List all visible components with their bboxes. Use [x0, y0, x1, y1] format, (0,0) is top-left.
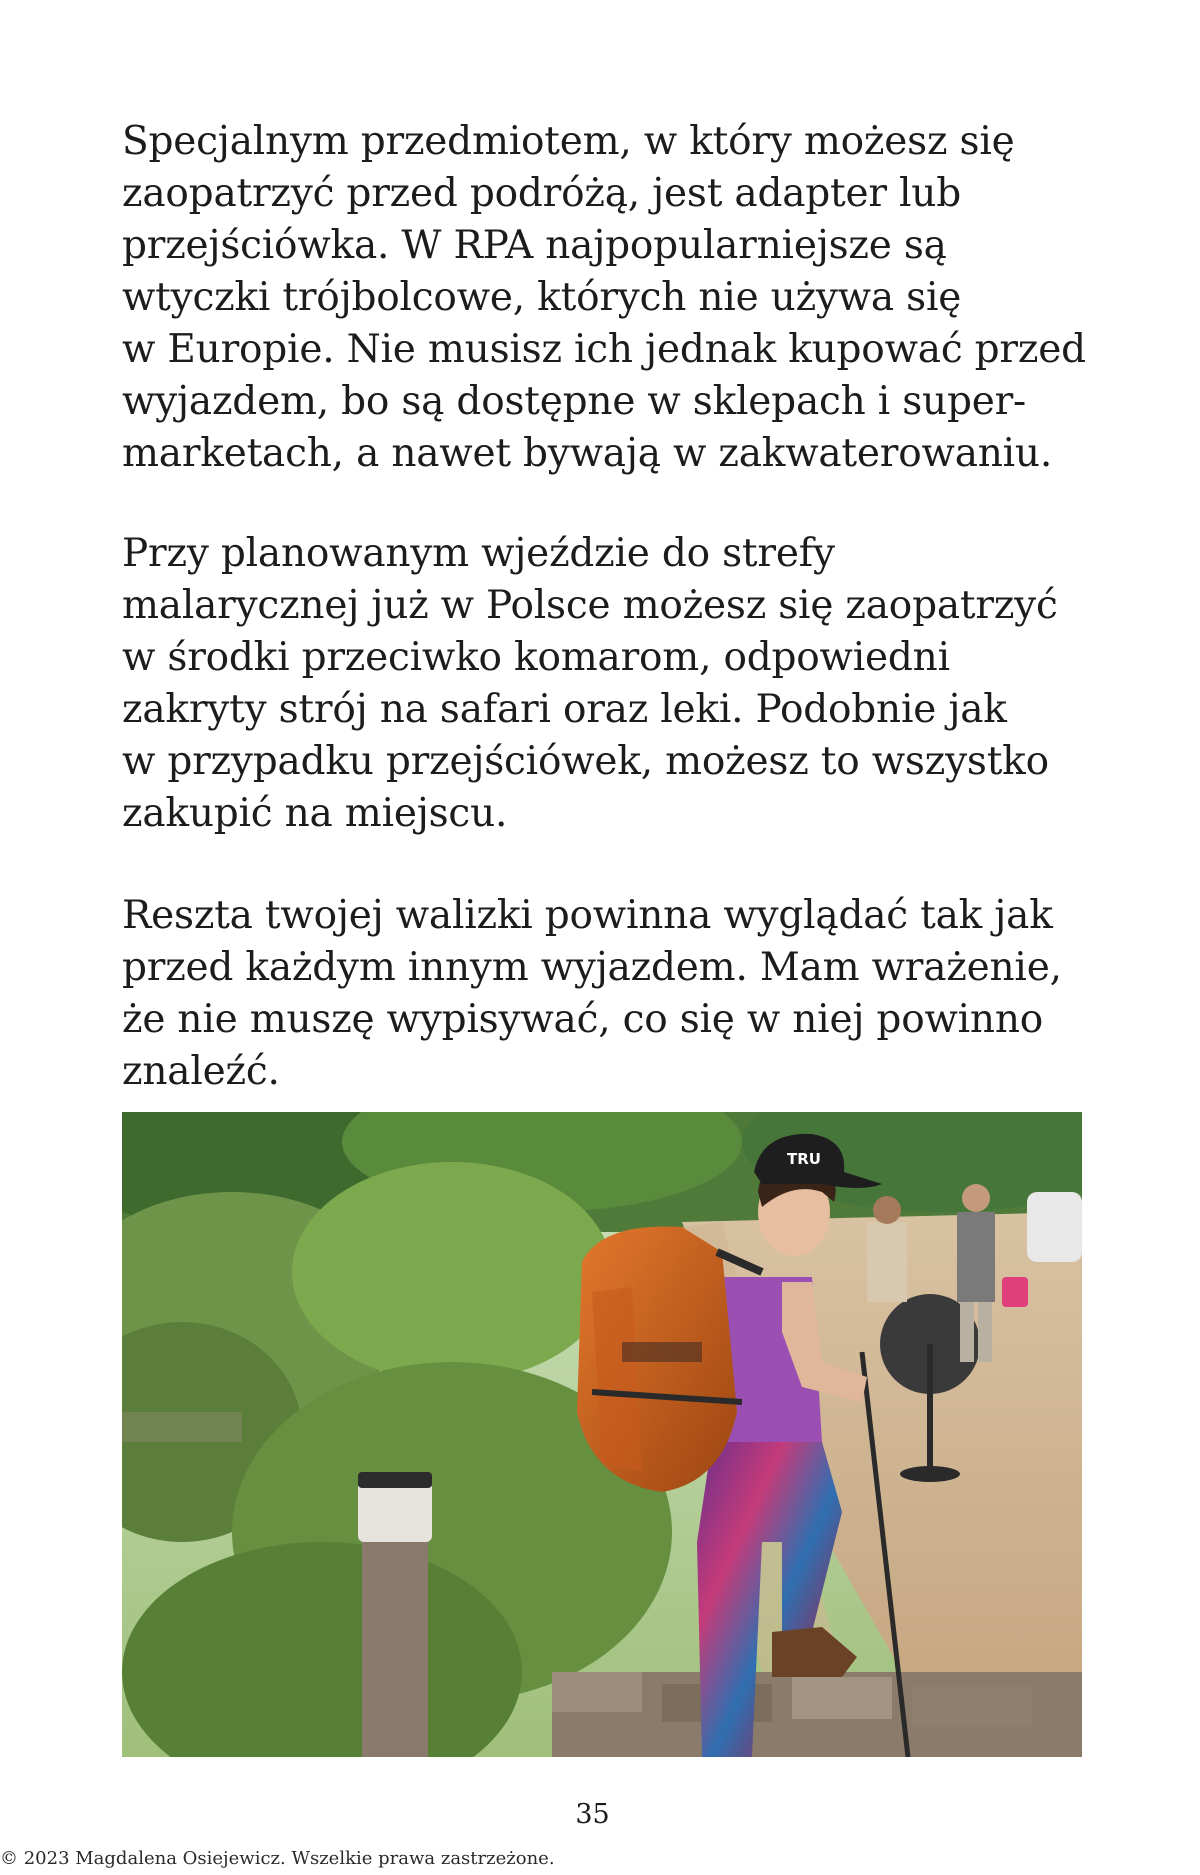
paragraph-line: marketach, a nawet bywają w zakwaterowaniu.	[122, 431, 1053, 476]
paragraph-line: w przypadku przejściówek, możesz to wszystko	[122, 739, 1049, 784]
paragraph-line: w środki przeciwko komarom, odpowiedni	[122, 635, 950, 680]
garden-lamp	[362, 1512, 428, 1757]
paragraph-line: przed każdym innym wyjazdem. Mam wrażenie,	[122, 945, 1062, 990]
paragraph-line: malarycznej już w Polsce możesz się zaopatrzyć	[122, 583, 1058, 628]
paragraph-line: Przy planowanym wjeździe do strefy	[122, 531, 835, 576]
paragraph-line: zakryty strój na safari oraz leki. Podobnie jak	[122, 687, 1007, 732]
paragraph-line: przejściówka. W RPA najpopularniejsze są	[122, 223, 947, 268]
hiker-photo	[122, 1112, 1082, 1757]
paragraph-malaria	[122, 528, 1082, 840]
paragraph-line: w Europie. Nie musisz ich jednak kupować przed	[122, 327, 1086, 372]
paragraph-suitcase	[122, 890, 1082, 1098]
copyright-notice: © 2023 Magdalena Osiejewicz. Wszelkie prawa zastrzeżone.	[0, 1848, 555, 1869]
paragraph-line: wtyczki trójbolcowe, których nie używa się	[122, 275, 962, 320]
paragraph-line: Specjalnym przedmiotem, w który możesz się	[122, 119, 1015, 164]
paragraph-line: zaopatrzyć przed podróżą, jest adapter lub	[122, 171, 961, 216]
paragraph-line: Reszta twojej walizki powinna wyglądać tak jak	[122, 893, 1053, 938]
bush	[292, 1162, 612, 1382]
paragraph-line: zakupić na miejscu.	[122, 791, 508, 836]
paragraph-adapter	[122, 116, 1086, 480]
cap-lettering: TRU	[787, 1150, 821, 1168]
paragraph-line: że nie muszę wypisywać, co się w niej powinno	[122, 997, 1044, 1042]
page-number: 35	[575, 1799, 610, 1830]
paragraph-line: wyjazdem, bo są dostępne w sklepach i super-	[122, 379, 1027, 424]
paragraph-line: znaleźć.	[122, 1049, 280, 1094]
